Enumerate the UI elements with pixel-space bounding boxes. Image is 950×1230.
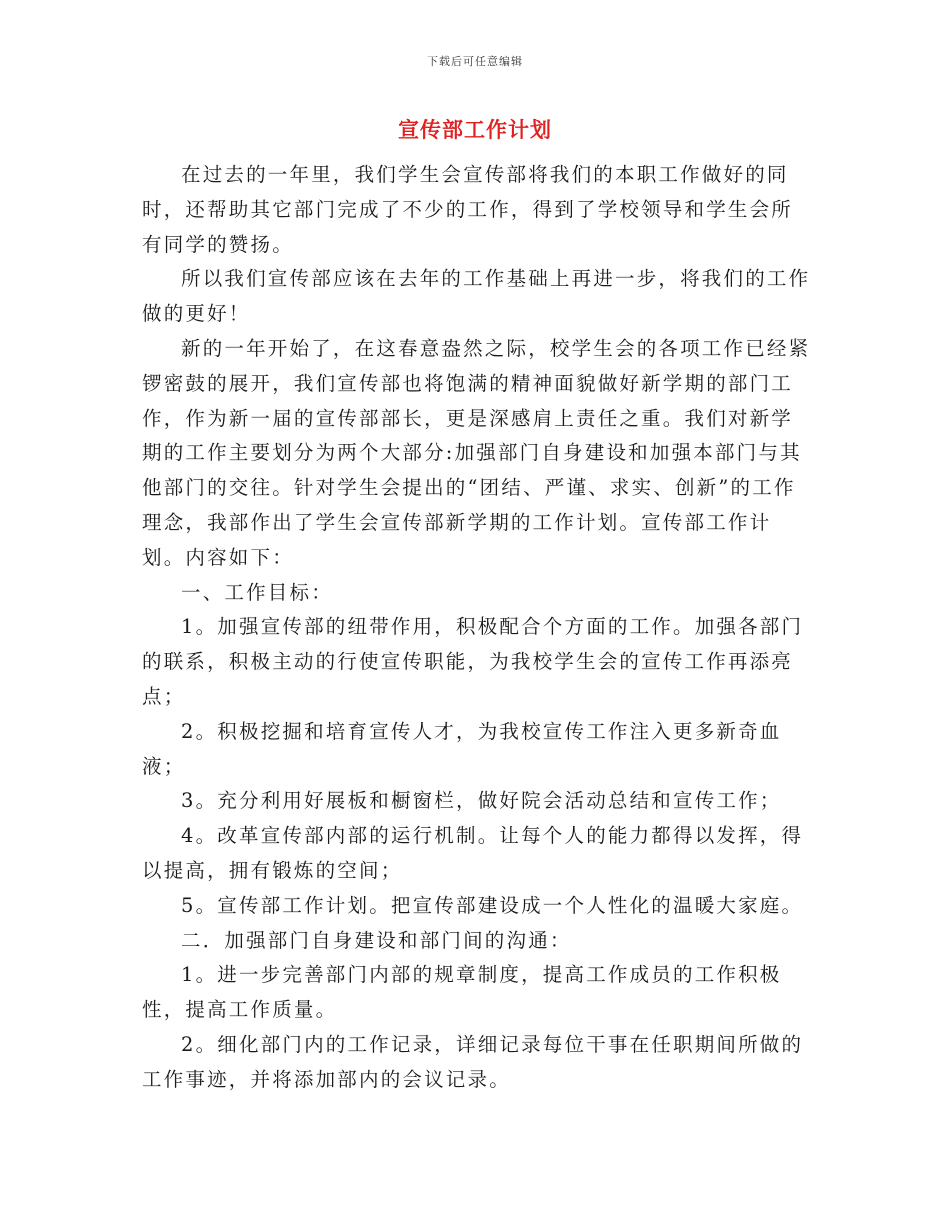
communication-item-1: 1。进一步完善部门内部的规章制度，提高工作成员的工作积极性，提高工作质量。 bbox=[142, 963, 782, 1022]
paragraph-improve: 所以我们宣传部应该在去年的工作基础上再进一步，将我们的工作做的更好！ bbox=[142, 267, 811, 326]
document-body bbox=[142, 158, 812, 1098]
goal-item-5: 5。宣传部工作计划。把宣传部建设成一个人性化的温暖大家庭。 bbox=[181, 893, 804, 917]
goal-item-4: 4。改革宣传部内部的运行机制。让每个人的能力都得以发挥，得以提高，拥有锻炼的空间； bbox=[142, 824, 804, 882]
section-heading-goals: 一、工作目标： bbox=[181, 580, 333, 604]
goal-item-2: 2。积极挖掘和培育宣传人才，为我校宣传工作注入更多新奇血液； bbox=[142, 719, 782, 778]
communication-item-2: 2。细化部门内的工作记录，详细记录每位干事在任职期间所做的工作事迹，并将添加部内的会议记录。 bbox=[142, 1032, 804, 1091]
header-note: 下载后可任意编辑 bbox=[427, 55, 523, 68]
paragraph-new-year: 新的一年开始了，在这春意盎然之际，校学生会的各项工作已经紧锣密鼓的展开，我们宣传部也将饱满的精神面貌做好新学期的部门工作，作为新一届的宣传部部长，更是深感肩上责任之重。我们对新学期的工作主要划分为两个大部分:加强部门自身建设和加强本部门与其他部门的交往。针对学生会提出的“团结、严谨、求实、创新”的工作理念，我部作出了学生会宣传部新学期的工作计划。宣传部工作计划。内容如下： bbox=[142, 336, 811, 569]
goal-item-3: 3。充分利用好展板和橱窗栏，做好院会活动总结和宣传工作； bbox=[181, 789, 782, 813]
goal-item-1: 1。加强宣传部的纽带作用，积极配合个方面的工作。加强各部门的联系，积极主动的行使宣传职能，为我校学生会的宣传工作再添亮点； bbox=[142, 615, 804, 708]
document-title: 宣传部工作计划 bbox=[398, 117, 552, 142]
section-heading-communication: 二．加强部门自身建设和部门间的沟通： bbox=[181, 928, 572, 952]
paragraph-intro: 在过去的一年里，我们学生会宣传部将我们的本职工作做好的同时，还帮助其它部门完成了不少的工作，得到了学校领导和学生会所有同学的赞扬。 bbox=[142, 163, 794, 256]
